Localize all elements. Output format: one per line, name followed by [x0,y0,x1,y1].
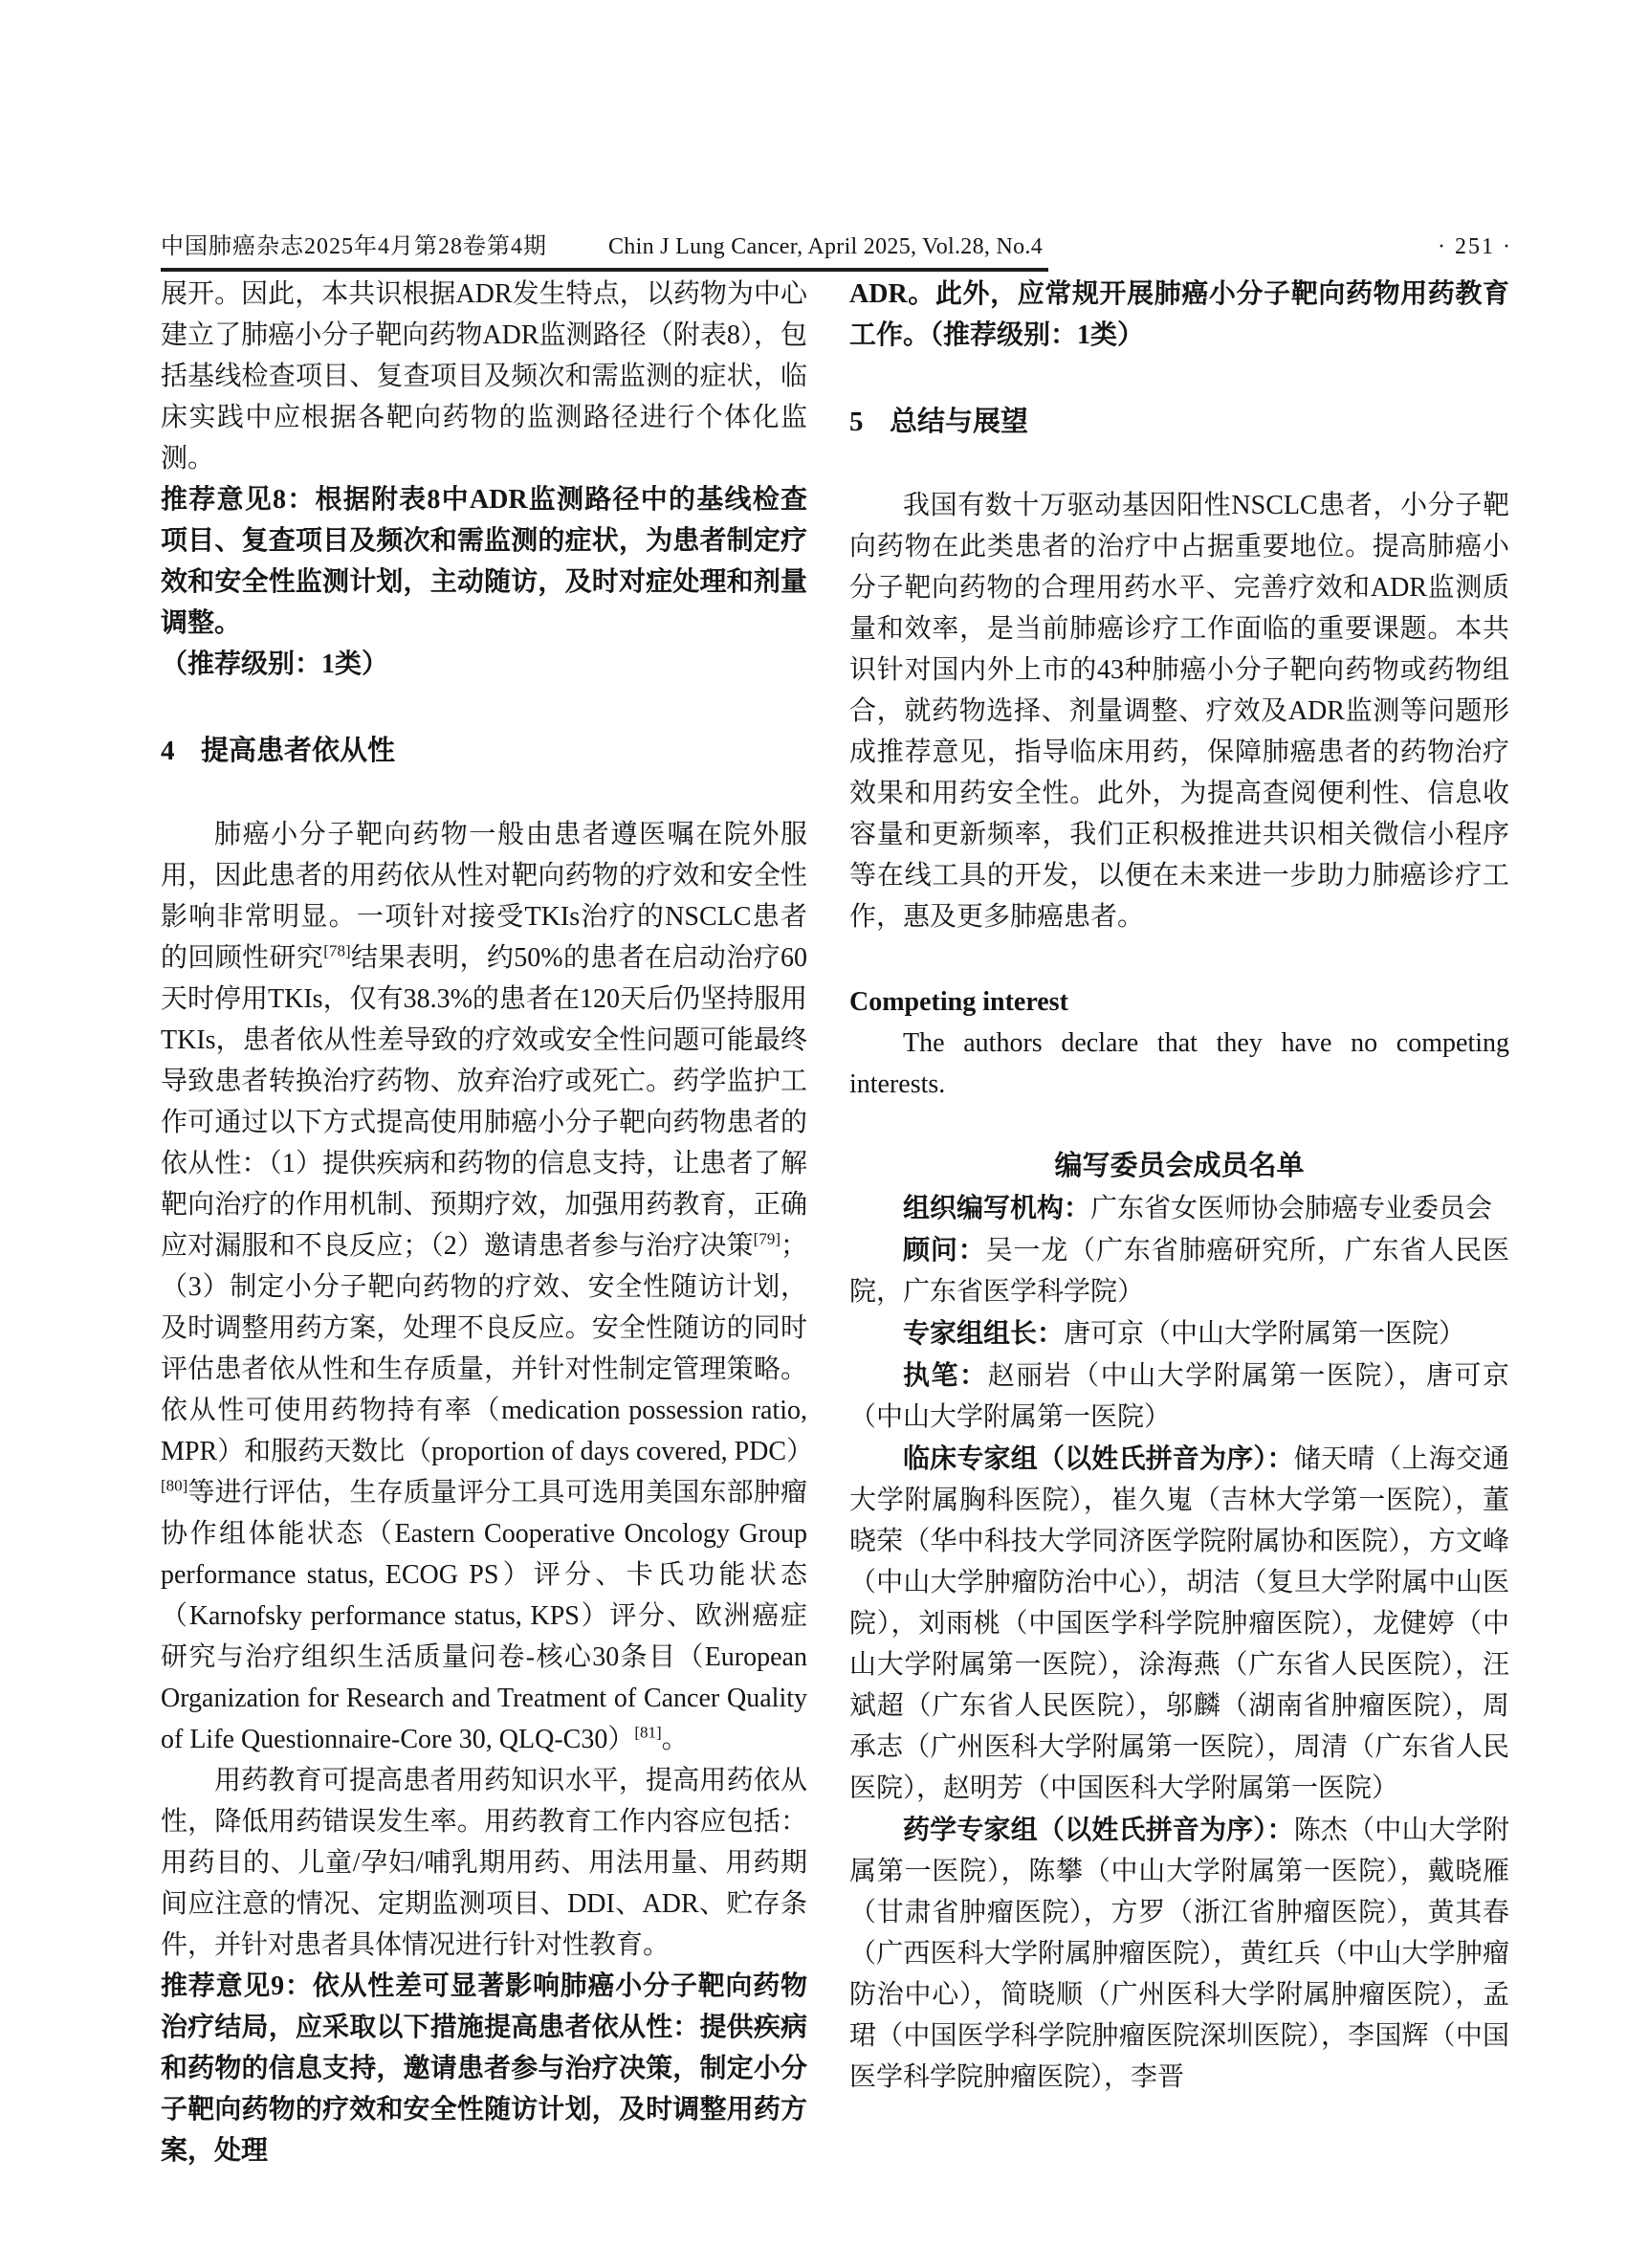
section-title: 提高患者依从性 [201,736,396,766]
reference-superscript: [79] [753,1229,781,1248]
text-run: 陈杰（中山大学附属第一医院），陈攀（中山大学附属第一医院），戴晓雁（甘肃省肿瘤医院），方罗（浙江省肿瘤医院），黄其春（广西医科大学附属肿瘤医院），黄红兵（中山大学肿瘤防治中心），简晓顺（广州医科大学附属肿瘤医院），孟珺（中国医学科学院肿瘤医院深圳医院），李国辉（中国医学科学院肿瘤医院），李晋 [849,1816,1509,2092]
body-paragraph [161,814,814,1760]
journal-title-cn: 中国肺癌杂志2025年4月第28卷第4期 [161,234,547,259]
section-number: 5 [849,407,864,437]
text-run: 赵丽岩（中山大学附属第一医院），唐可京（中山大学附属第一医院） [849,1361,1509,1432]
page-number: · 251 · [1438,234,1512,259]
committee-entry [849,1809,1509,2098]
entry-label: 临床专家组（以姓氏拼音为序）： [903,1443,1294,1473]
text-run: 等进行评估，生存质量评分工具可选用美国东部肿瘤协作组体能状态（Eastern Cooperative Oncology Group performance status, ECOG PS）评分、卡氏功能状态（Karnofsky performance status, KPS）评分、欧洲癌症研究与治疗组织生活质量问卷-核心30条目（European Organization for Research and Treatment of Cancer Quality of Life Questionnaire-Core 30, QLQ-C30） [161,1478,807,1754]
text-run: 唐可京（中山大学附属第一医院） [1064,1319,1466,1349]
recommendation-paragraph [161,479,807,644]
text-run: 。 [661,1725,689,1754]
text-run: 用药教育可提高患者用药知识水平，提高用药依从性，降低用药错误发生率。用药教育工作内容应包括：用药目的、儿童/孕妇/哺乳期用药、用法用量、用药期间应注意的情况、定期监测项目、DDI、ADR、贮存条件，并针对患者具体情况进行针对性教育。 [161,1766,807,1960]
committee-entry [849,1438,1509,1809]
text-run: 结果表明，约50%的患者在启动治疗60天时停用TKIs，仅有38.3%的患者在120天后仍坚持服用TKIs，患者依从性差导致的疗效或安全性问题可能最终导致患者转换治疗药物、放弃治疗或死亡。药学监护工作可通过以下方式提高使用肺癌小分子靶向药物患者的依从性：（1）提供疾病和药物的信息支持，让患者了解靶向治疗的作用机制、预期疗效，加强用药教育，正确应对漏服和不良反应；（2）邀请患者参与治疗决策 [161,943,807,1261]
committee-entry [849,1229,1509,1312]
running-head [161,232,1512,272]
entry-label: 专家组组长： [903,1318,1065,1348]
competing-interest-heading: Competing interest [849,987,1068,1017]
text-run: 展开。因此，本共识根据ADR发生特点，以药物为中心建立了肺癌小分子靶向药物ADR监测路径（附表8），包括基线检查项目、复查项目及频次和需监测的症状，临床实践中应根据各靶向药物的监测路径进行个体化监测。 [161,279,807,473]
text-run: 储天晴（上海交通大学附属胸科医院），崔久嵬（吉林大学第一医院），董晓荣（华中科技大学同济医学院附属协和医院），方文峰（中山大学肿瘤防治中心），胡洁（复旦大学附属中山医院），刘雨桃（中国医学科学院肿瘤医院），龙健婷（中山大学附属第一医院），涂海燕（广东省人民医院），汪斌超（广东省人民医院），邬麟（湖南省肿瘤医院），周承志（广州医科大学附属第一医院），周清（广东省人民医院），赵明芳（中国医科大学附属第一医院） [849,1444,1509,1803]
committee-entry [849,1354,1509,1438]
running-head-titles [161,232,1048,272]
recommendation-paragraph [161,1966,807,2171]
reference-superscript: [80] [161,1476,188,1495]
text-run: （推荐级别：1类） [161,650,389,679]
body-paragraph [161,1760,807,1966]
text-run: The authors declare that they have no competing interests. [849,1028,1509,1099]
section-heading-5 [849,402,1509,443]
section-number: 4 [161,736,175,766]
committee-entry [849,1187,1509,1229]
committee-list-heading: 编写委员会成员名单 [1054,1151,1305,1181]
text-run: 吴一龙（广东省肺癌研究所，广东省人民医院，广东省医学科学院） [849,1236,1509,1307]
text-run: ADR。此外，应常规开展肺癌小分子靶向药物用药教育工作。（推荐级别：1类） [849,279,1509,350]
right-column [849,274,1509,2098]
text-run: 我国有数十万驱动基因阳性NSCLC患者，小分子靶向药物在此类患者的治疗中占据重要地位。提高肺癌小分子靶向药物的合理用药水平、完善疗效和ADR监测质量和效率，是当前肺癌诊疗工作面临的重要课题。本共识针对国内外上市的43种肺癌小分子靶向药物或药物组合，就药物选择、剂量调整、疗效及ADR监测等问题形成推荐意见，指导临床用药，保障肺癌患者的药物治疗效果和用药安全性。此外，为提高查阅便利性、信息收容量和更新频率，我们正积极推进共识相关微信小程序等在线工具的开发，以便在未来进一步助力肺癌诊疗工作，惠及更多肺癌患者。 [849,491,1509,932]
text-run: ；（3）制定小分子靶向药物的疗效、安全性随访计划，及时调整用药方案，处理不良反应。安全性随访的同时评估患者依从性和生存质量，并针对性制定管理策略。依从性可使用药物持有率（medication possession ratio, MPR）和服药天数比（proportion of days covered, PDC） [161,1231,814,1466]
journal-title-en: Chin J Lung Cancer, April 2025, Vol.28, No.4 [608,234,1044,259]
body-paragraph [161,274,807,479]
body-paragraph [849,1023,1509,1105]
text-run: 推荐意见8：根据附表8中ADR监测路径中的基线检查项目、复查项目及频次和需监测的症状，为患者制定疗效和安全性监测计划，主动随访，及时对症处理和剂量调整。 [161,485,807,638]
entry-label: 执笔： [903,1360,988,1390]
text-run: 推荐意见9：依从性差可显著影响肺癌小分子靶向药物治疗结局，应采取以下措施提高患者依从性：提供疾病和药物的信息支持，邀请患者参与治疗决策，制定小分子靶向药物的疗效和安全性随访计划，及时调整用药方案，处理 [161,1971,807,2166]
reference-superscript: [81] [634,1723,662,1742]
recommendation-paragraph [161,644,807,685]
text-run: 肺癌小分子靶向药物一般由患者遵医嘱在院外服用，因此患者的用药依从性对靶向药物的疗效和安全性影响非常明显。一项针对接受TKIs治疗的NSCLC患者的回顾性研究 [161,820,807,973]
reference-superscript: [78] [323,941,351,960]
left-column [161,274,814,2171]
entry-label: 组织编写机构： [903,1193,1091,1222]
entry-label: 顾问： [903,1235,986,1265]
recommendation-paragraph [849,274,1509,356]
entry-label: 药学专家组（以姓氏拼音为序）： [903,1815,1294,1844]
section-title: 总结与展望 [890,407,1029,437]
text-run: 广东省女医师协会肺癌专业委员会 [1090,1194,1493,1223]
committee-entry [849,1312,1509,1354]
body-paragraph [849,485,1509,937]
section-heading-4 [161,731,807,772]
